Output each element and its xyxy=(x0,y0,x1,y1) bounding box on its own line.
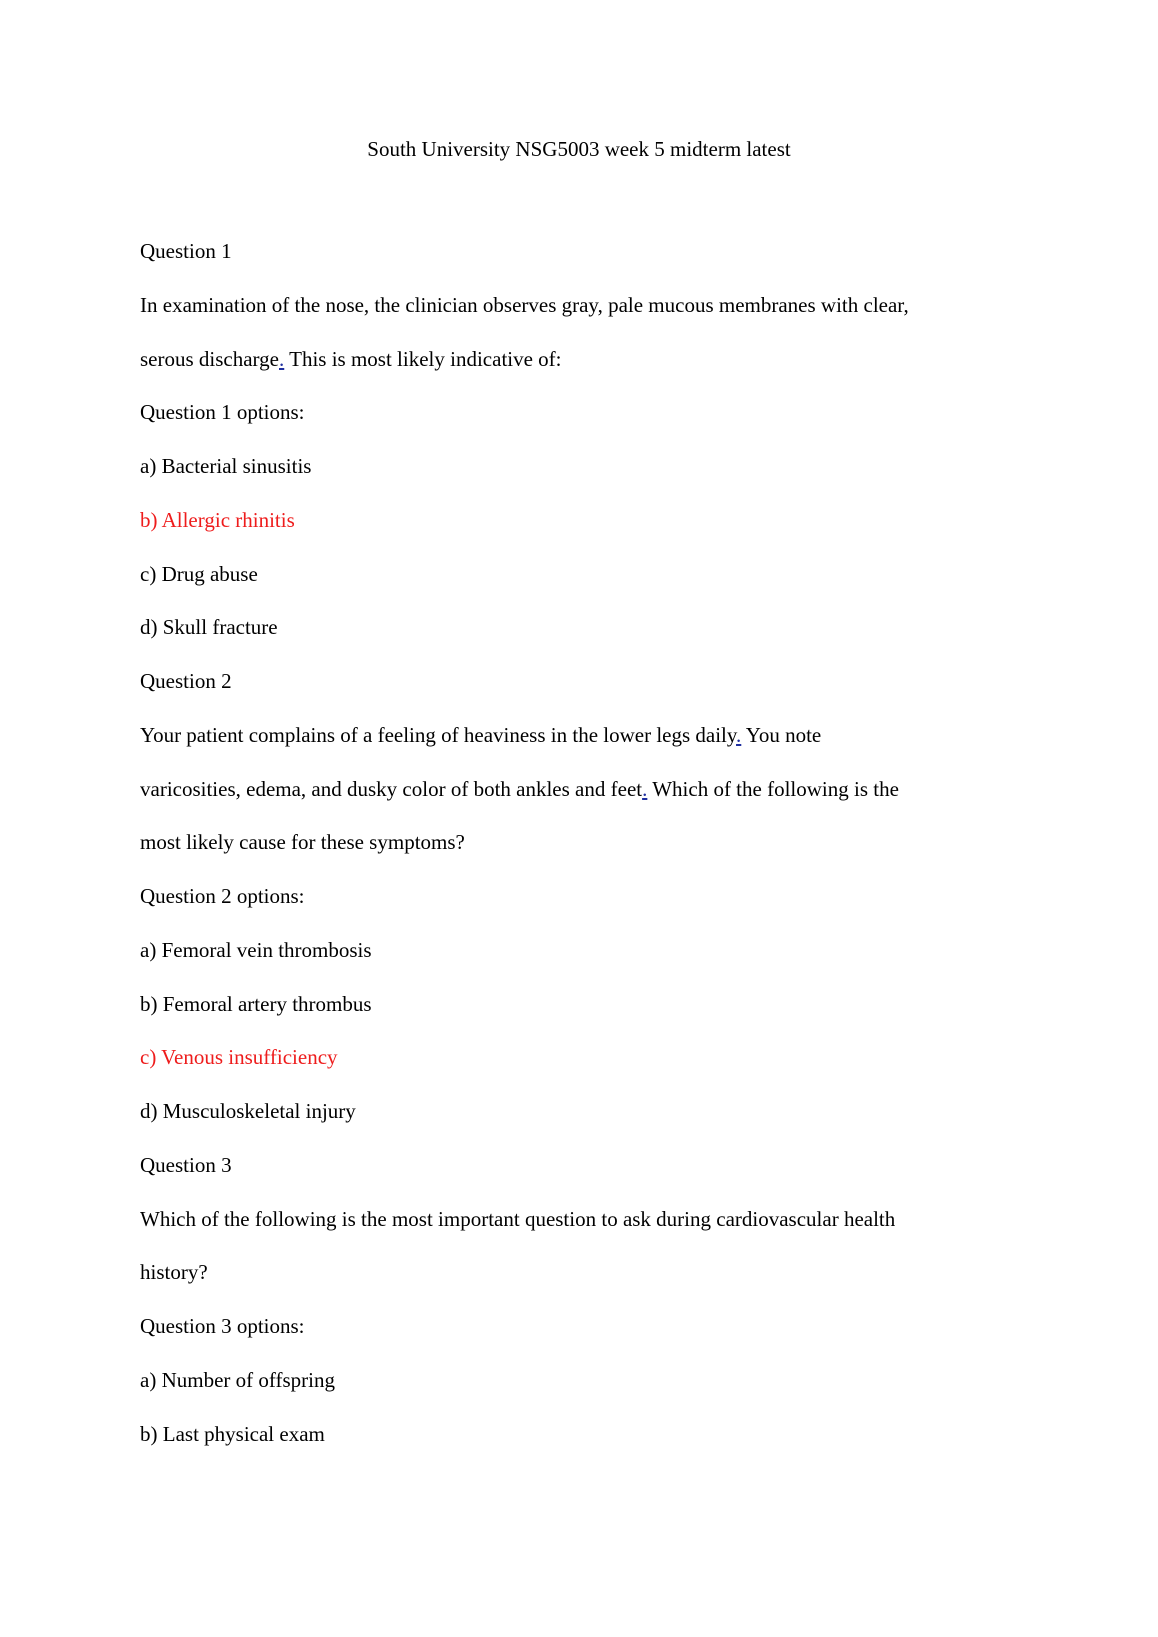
question-2-text-line-3: most likely cause for these symptoms? xyxy=(140,830,465,855)
question-1-text-line-1: In examination of the nose, the clinician observes gray, pale mucous membranes with clear, xyxy=(140,292,909,317)
question-1-option-c: c) Drug abuse xyxy=(140,561,258,586)
question-2-options-heading: Question 2 options: xyxy=(140,884,305,908)
question-1-option-b-correct: b) Allergic rhinitis xyxy=(140,507,295,532)
document-body xyxy=(140,236,1020,1472)
question-1-text-line-2 xyxy=(140,344,1020,398)
question-3-options-heading: Question 3 options: xyxy=(140,1314,305,1338)
revision-mark: . xyxy=(736,722,742,747)
question-2-text-line-2-end: Which of the following is the xyxy=(647,776,899,801)
question-3-text-line-2: history? xyxy=(140,1260,208,1285)
question-2-option-a: a) Femoral vein thrombosis xyxy=(140,937,372,962)
question-2-option-d: d) Musculoskeletal injury xyxy=(140,1099,356,1123)
question-1-heading: Question 1 xyxy=(140,239,232,263)
question-3-text-line-1: Which of the following is the most important question to ask during cardiovascular health xyxy=(140,1206,896,1231)
question-2-text-line-1-end: You note xyxy=(741,722,822,747)
question-2-option-b: b) Femoral artery thrombus xyxy=(140,991,372,1016)
question-1-text-line-2-start: serous discharge xyxy=(140,346,279,371)
revision-mark: . xyxy=(642,776,648,801)
question-2-text-line-1-start: Your patient complains of a feeling of heaviness in the lower legs daily xyxy=(140,722,737,747)
question-1-option-d: d) Skull fracture xyxy=(140,615,278,640)
question-2-text-line-1 xyxy=(140,720,1020,774)
question-1-option-a: a) Bacterial sinusitis xyxy=(140,454,312,478)
question-2-heading: Question 2 xyxy=(140,669,232,693)
question-2-text-line-2-start: varicosities, edema, and dusky color of both ankles and feet xyxy=(140,776,643,801)
question-2-option-c-correct: c) Venous insufficiency xyxy=(140,1045,338,1070)
question-3-heading: Question 3 xyxy=(140,1152,232,1177)
question-1-text-line-2-end: This is most likely indicative of: xyxy=(284,346,562,371)
revision-mark: . xyxy=(279,346,285,371)
question-3-option-a: a) Number of offspring xyxy=(140,1367,335,1392)
question-3-option-b: b) Last physical exam xyxy=(140,1421,325,1446)
question-2-text-line-2 xyxy=(140,774,1020,828)
document-title: South University NSG5003 week 5 midterm latest xyxy=(367,137,791,161)
question-1-options-heading: Question 1 options: xyxy=(140,400,305,425)
